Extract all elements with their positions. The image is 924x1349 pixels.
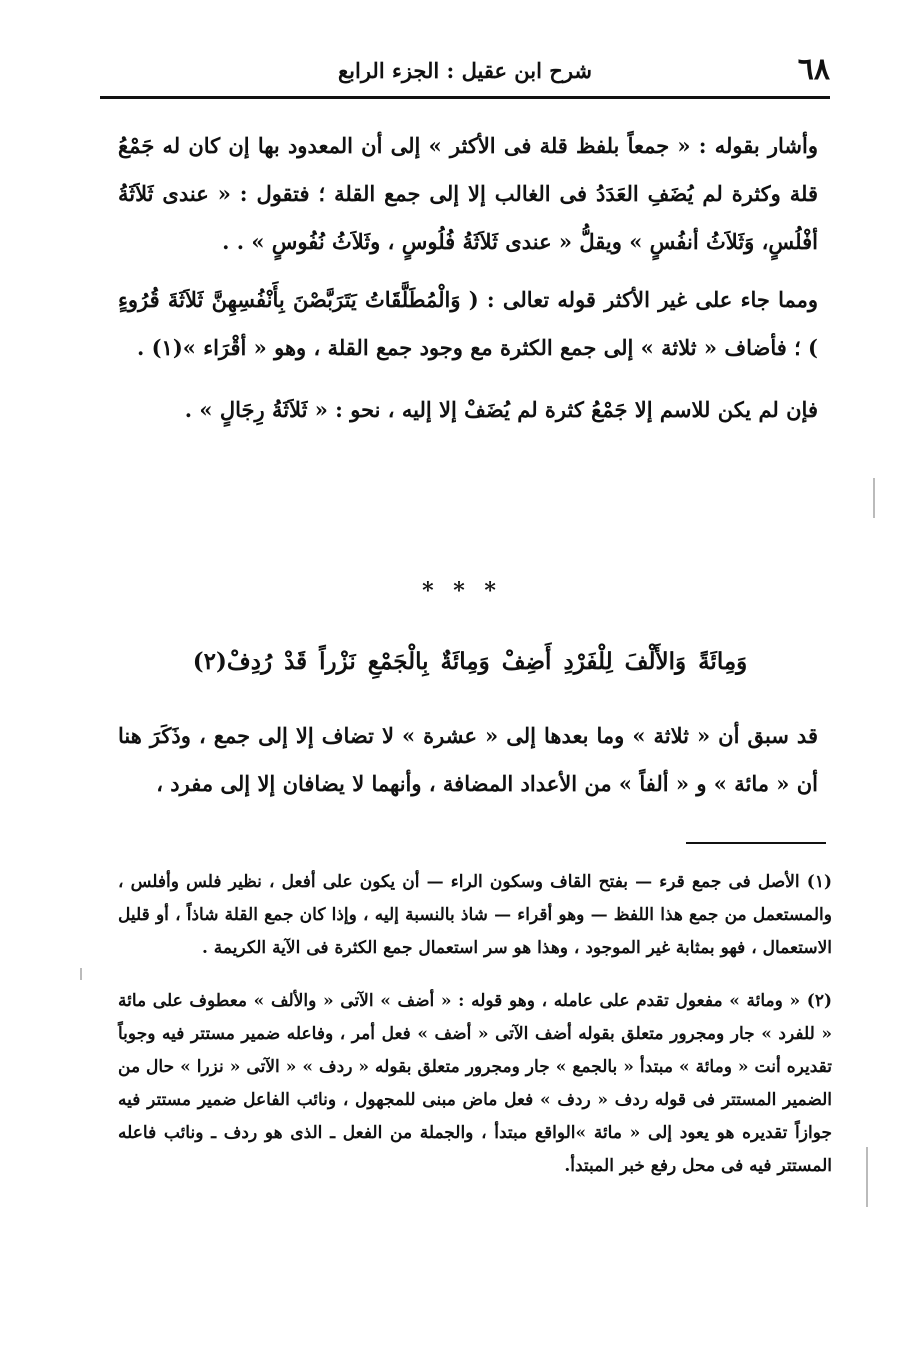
paragraph: قد سبق أن « ثلاثة » وما بعدها إلى « عشرة » لا تضاف إلا إلى جمع ، وذَكَرَ هنا أن « مائة » و « ألفاً » من الأعداد المضافة ، وأنهما لا يضافان إلا إلى مفرد ، [118,723,818,796]
verse-line: وَمِائَةً وَالأَلْفَ لِلْفَرْدِ أَضِفْ وَمِائَةٌ بِالْجَمْعِ نَزْراً قَدْ رُدِفْ(٢) [192,648,748,675]
footnote [118,985,832,1183]
main-text [118,122,818,434]
paragraph: فإن لم يكن للاسم إلا جَمْعُ كثرة لم يُضَفْ إلا إليه ، نحو : « ثَلاَثَةُ رِجَالٍ » . [184,397,818,422]
scan-speck [873,478,875,518]
footnote-text: « ومائة » مفعول تقدم على عامله ، وهو قوله : « أضف » الآتى « والألف » معطوف على مائة « للفرد » جار ومجرور متعلق بقوله أضف الآتى « أضف » فعل أمر ، وفاعله ضمير مستتر فيه وجوباً تقديره أنت « ومائة » مبتدأ « بالجمع » جار ومجرور متعلق بقوله « ردف » « الآتى « نزرا » حال من الضمير المستتر فى قوله ردف « ردف » فعل ماض مبنى للمجهول ، ونائب الفاعل ضمير مستتر فيه جوازاً تقديره هو يعود إلى « مائة »الواقع مبتدأ ، والجملة من الفعل ـ الذى هو ردف ـ ونائب فاعله المستتر فيه فى محل رفع خبر المبتدأ. [118,991,832,1176]
footnote-text: الأصل فى جمع قرء — بفتح القاف وسكون الراء — أن يكون على أفعل ، نظير فلس وأفلس ، والمستعمل من جمع هذا اللفظ — وهو أقراء — شاذ بالنسبة إليه ، وإذا كان جمع القلة شاذاً ، أو قليل الاستعمال ، فهو بمثابة غير الموجود ، وهذا هو سر استعمال جمع الكثرة فى الآية الكريمة . [118,872,832,958]
page-number: ٦٨ [797,52,830,87]
footnote-marker: (٢) [806,991,832,1011]
footnotes [118,866,832,1183]
scan-speck [80,968,82,980]
footnote-rule [686,842,826,844]
header-rule [100,96,830,99]
main-text-continued [118,712,818,808]
scan-speck [866,1147,868,1207]
footnote-marker: (١) [806,872,832,892]
paragraph: ومما جاء على غير الأكثر قوله تعالى : ( وَالْمُطَلَّقَاتُ يَتَرَبَّصْنَ بِأَنْفُسِهِنَّ ثَلاَثَةَ قُرُوءٍ ) ؛ فأضاف « ثلاثة » إلى جمع الكثرة مع وجود جمع القلة ، وهو « أقْرَاء »(١) . [118,287,818,360]
footnote [118,866,832,965]
page-header [100,52,830,92]
running-title: شرح ابن عقيل : الجزء الرابع [337,58,593,83]
section-separator: * * * [422,578,502,604]
paragraph: وأشار بقوله : « جمعاً بلفظ قلة فى الأكثر » إلى أن المعدود بها إن كان له جَمْعُ قلة وكثرة لم يُضَفِ العَدَدُ فى الغالب إلا إلى جمع القلة ؛ فتقول : « عندى ثَلاَثَةُ أفْلُسٍ، وَثَلاَثُ أنفُسٍ » ويقلُّ « عندى ثَلاَثَةُ فُلُوسٍ ، وثَلاَثُ نُفُوسٍ » . . [118,133,818,254]
